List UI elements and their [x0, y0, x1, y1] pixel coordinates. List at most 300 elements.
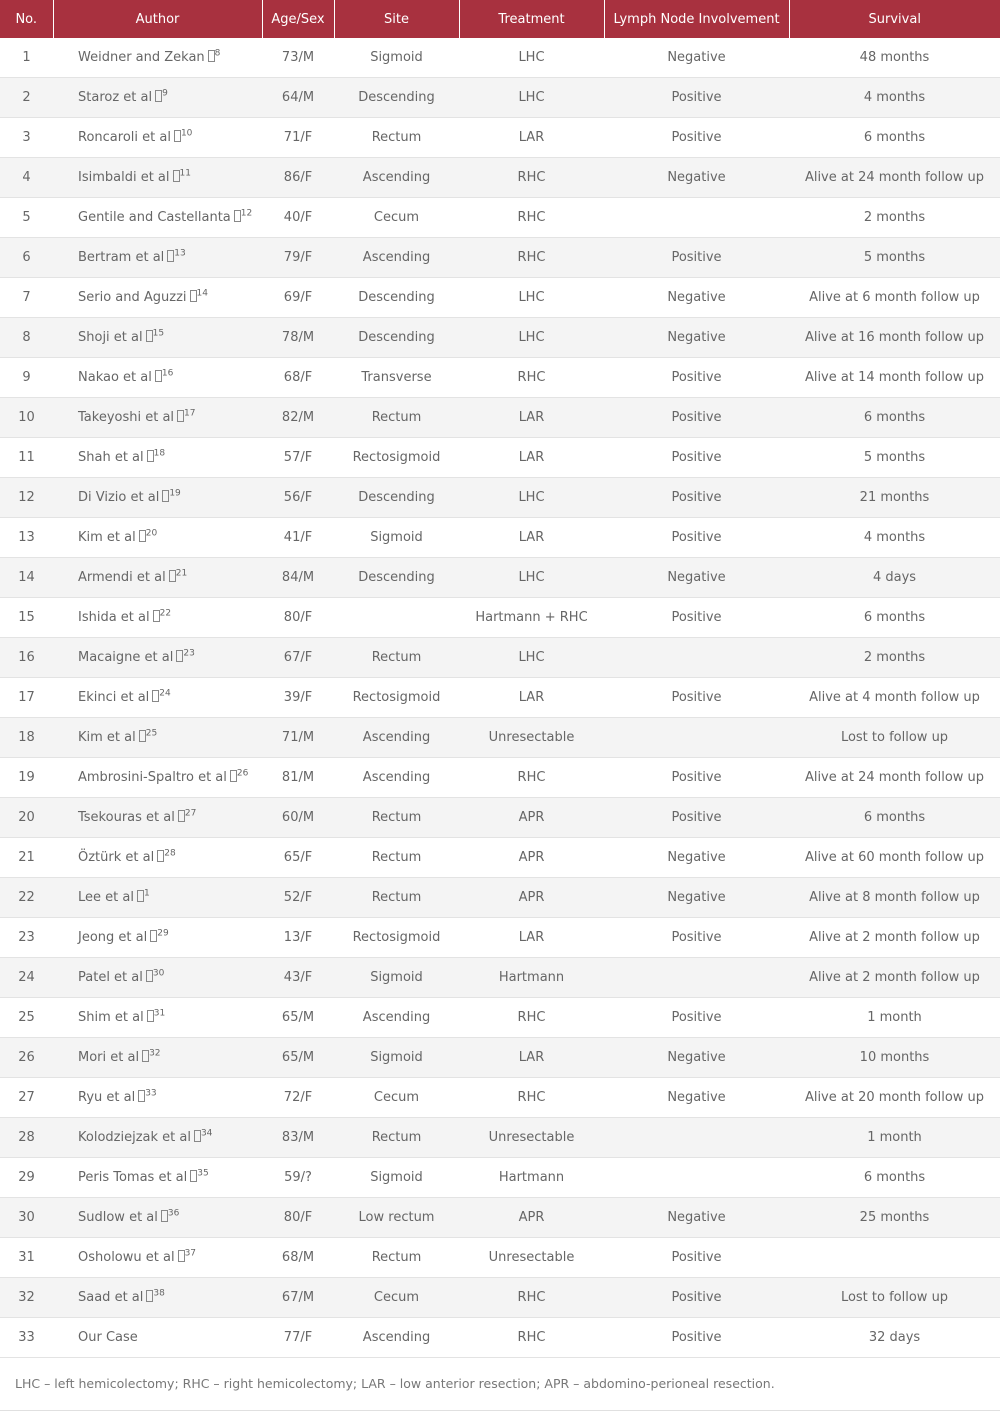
cell-age-sex: 81/M: [262, 758, 334, 798]
cell-survival: 6 months: [789, 798, 1000, 838]
cell-site: Ascending: [334, 238, 459, 278]
reference-link-icon[interactable]: [234, 210, 241, 222]
cell-age-sex: 64/M: [262, 78, 334, 118]
cell-age-sex: 59/?: [262, 1158, 334, 1198]
cell-age-sex: 67/M: [262, 1278, 334, 1318]
cell-author: [53, 1198, 262, 1238]
cell-age-sex: 65/M: [262, 998, 334, 1038]
cell-treatment: Hartmann: [459, 1158, 604, 1198]
cell-treatment: Unresectable: [459, 1118, 604, 1158]
cell-no: 11: [0, 438, 53, 478]
cell-treatment: Hartmann: [459, 958, 604, 998]
cell-site: Sigmoid: [334, 518, 459, 558]
cell-no: 17: [0, 678, 53, 718]
cell-age-sex: 80/F: [262, 1198, 334, 1238]
cell-lymph-node: Positive: [604, 438, 789, 478]
author-name: Macaigne et al: [78, 650, 174, 665]
author-name: Serio and Aguzzi: [78, 290, 187, 305]
reference-link-icon[interactable]: [139, 730, 146, 742]
cell-survival: Lost to follow up: [789, 1278, 1000, 1318]
table-row: [0, 438, 1000, 478]
cell-survival: 6 months: [789, 118, 1000, 158]
cell-survival: 4 months: [789, 78, 1000, 118]
reference-number[interactable]: 33: [145, 1088, 157, 1099]
cell-treatment: Unresectable: [459, 718, 604, 758]
author-name: Ekinci et al: [78, 690, 150, 705]
cell-site: Sigmoid: [334, 958, 459, 998]
cell-age-sex: 68/F: [262, 358, 334, 398]
cell-author: [53, 1078, 262, 1118]
table-row: [0, 758, 1000, 798]
cell-site: Rectum: [334, 1238, 459, 1278]
cell-age-sex: 79/F: [262, 238, 334, 278]
author-name: Öztürk et al: [78, 850, 155, 865]
cell-author: [53, 638, 262, 678]
cell-no: 28: [0, 1118, 53, 1158]
cell-survival: 10 months: [789, 1038, 1000, 1078]
reference-number[interactable]: 8: [214, 48, 221, 59]
table-row: [0, 878, 1000, 918]
reference-link-icon[interactable]: [146, 330, 153, 342]
reference-link-icon[interactable]: [155, 370, 162, 382]
cell-age-sex: 71/M: [262, 718, 334, 758]
reference-link-icon[interactable]: [146, 970, 153, 982]
reference-link-icon[interactable]: [194, 1130, 201, 1142]
cell-no: 6: [0, 238, 53, 278]
author-name: Shah et al: [78, 450, 144, 465]
reference-link-icon[interactable]: [174, 130, 181, 142]
cell-age-sex: 60/M: [262, 798, 334, 838]
cell-age-sex: 41/F: [262, 518, 334, 558]
table-row: [0, 1038, 1000, 1078]
cell-author: [53, 238, 262, 278]
cell-survival: Alive at 2 month follow up: [789, 918, 1000, 958]
cell-author: [53, 758, 262, 798]
cell-survival: 32 days: [789, 1318, 1000, 1358]
reference-link-icon[interactable]: [173, 170, 180, 182]
table-row: [0, 638, 1000, 678]
cell-site: Ascending: [334, 758, 459, 798]
cell-no: 22: [0, 878, 53, 918]
reference-number[interactable]: 24: [159, 688, 171, 699]
cell-treatment: RHC: [459, 358, 604, 398]
cell-no: 27: [0, 1078, 53, 1118]
cell-survival: Alive at 6 month follow up: [789, 278, 1000, 318]
cell-site: Ascending: [334, 718, 459, 758]
header-author: Author: [53, 0, 262, 38]
author-name: Our Case: [78, 1330, 138, 1345]
reference-number[interactable]: 1: [143, 888, 150, 899]
cell-site: Rectum: [334, 1118, 459, 1158]
cell-age-sex: 56/F: [262, 478, 334, 518]
cell-treatment: APR: [459, 878, 604, 918]
cell-no: 2: [0, 78, 53, 118]
cell-site: Sigmoid: [334, 1038, 459, 1078]
cell-author: [53, 118, 262, 158]
reference-number[interactable]: 34: [200, 1128, 213, 1139]
reference-number[interactable]: 17: [184, 408, 196, 419]
cell-lymph-node: Positive: [604, 758, 789, 798]
cell-survival: Alive at 14 month follow up: [789, 358, 1000, 398]
cell-no: 24: [0, 958, 53, 998]
cell-author: [53, 78, 262, 118]
header-survival: Survival: [789, 0, 1000, 38]
cell-site: Ascending: [334, 158, 459, 198]
reference-link-icon[interactable]: [161, 1210, 168, 1222]
header-treatment: Treatment: [459, 0, 604, 38]
cell-treatment: RHC: [459, 1078, 604, 1118]
author-name: Armendi et al: [78, 570, 166, 585]
cell-author: [53, 838, 262, 878]
reference-link-icon[interactable]: [137, 890, 144, 902]
cell-site: Descending: [334, 78, 459, 118]
table-row: [0, 318, 1000, 358]
cell-site: Rectum: [334, 398, 459, 438]
table-row: [0, 1158, 1000, 1198]
cell-age-sex: 71/F: [262, 118, 334, 158]
cell-survival: Lost to follow up: [789, 718, 1000, 758]
table-row: [0, 118, 1000, 158]
cell-treatment: APR: [459, 1198, 604, 1238]
cell-survival: 5 months: [789, 238, 1000, 278]
author-name: Kim et al: [78, 730, 136, 745]
cell-site: Rectum: [334, 838, 459, 878]
reference-number[interactable]: 9: [162, 88, 168, 99]
cell-no: 33: [0, 1318, 53, 1358]
table-header: [0, 0, 1000, 38]
cell-lymph-node: [604, 718, 789, 758]
cell-age-sex: 40/F: [262, 198, 334, 238]
reference-number[interactable]: 23: [183, 648, 195, 659]
cell-author: [53, 998, 262, 1038]
cell-age-sex: 69/F: [262, 278, 334, 318]
cell-age-sex: 83/M: [262, 1118, 334, 1158]
reference-number[interactable]: 26: [236, 768, 249, 779]
cell-lymph-node: Positive: [604, 918, 789, 958]
cell-age-sex: 67/F: [262, 638, 334, 678]
cell-lymph-node: Positive: [604, 1318, 789, 1358]
cell-age-sex: 86/F: [262, 158, 334, 198]
cell-lymph-node: [604, 1158, 789, 1198]
cell-age-sex: 57/F: [262, 438, 334, 478]
cell-site: Transverse: [334, 358, 459, 398]
reference-number[interactable]: 18: [153, 448, 166, 459]
table-row: [0, 558, 1000, 598]
header-lymph-node: Lymph Node Involvement: [604, 0, 789, 38]
cell-treatment: LHC: [459, 558, 604, 598]
cell-lymph-node: Negative: [604, 1198, 789, 1238]
cell-author: [53, 318, 262, 358]
table-row: [0, 918, 1000, 958]
table-body: [0, 38, 1000, 1358]
cell-age-sex: 84/M: [262, 558, 334, 598]
cell-no: 7: [0, 278, 53, 318]
reference-link-icon[interactable]: [190, 290, 197, 302]
cell-age-sex: 73/M: [262, 38, 334, 78]
author-name: Mori et al: [78, 1050, 140, 1065]
cell-survival: 5 months: [789, 438, 1000, 478]
author-name: Roncaroli et al: [78, 130, 171, 145]
cell-no: 19: [0, 758, 53, 798]
author-name: Nakao et al: [78, 370, 152, 385]
table-row: [0, 1238, 1000, 1278]
cell-treatment: LAR: [459, 118, 604, 158]
cell-no: 15: [0, 598, 53, 638]
reference-link-icon[interactable]: [178, 810, 185, 822]
cell-survival: Alive at 2 month follow up: [789, 958, 1000, 998]
cell-site: Ascending: [334, 1318, 459, 1358]
cell-no: 14: [0, 558, 53, 598]
cell-treatment: APR: [459, 798, 604, 838]
cell-lymph-node: Positive: [604, 238, 789, 278]
cell-author: [53, 398, 262, 438]
cell-lymph-node: Positive: [604, 478, 789, 518]
cell-treatment: LHC: [459, 478, 604, 518]
cell-treatment: LAR: [459, 398, 604, 438]
table-row: [0, 238, 1000, 278]
reference-number[interactable]: 38: [153, 1288, 165, 1299]
cell-no: 18: [0, 718, 53, 758]
cell-site: Cecum: [334, 1078, 459, 1118]
reference-link-icon[interactable]: [177, 410, 184, 422]
reference-link-icon[interactable]: [147, 450, 154, 462]
cell-survival: 1 month: [789, 1118, 1000, 1158]
cell-survival: 6 months: [789, 598, 1000, 638]
cell-site: Cecum: [334, 1278, 459, 1318]
cell-treatment: LHC: [459, 78, 604, 118]
reference-number[interactable]: 35: [197, 1168, 209, 1179]
cell-treatment: RHC: [459, 198, 604, 238]
cell-treatment: APR: [459, 838, 604, 878]
cell-treatment: LHC: [459, 318, 604, 358]
cell-author: [53, 478, 262, 518]
cell-site: Ascending: [334, 998, 459, 1038]
reference-number[interactable]: 21: [175, 568, 188, 579]
cell-site: [334, 598, 459, 638]
cell-author: [53, 1278, 262, 1318]
cell-lymph-node: Negative: [604, 38, 789, 78]
cell-survival: 2 months: [789, 198, 1000, 238]
cell-author: [53, 1318, 262, 1358]
cell-author: [53, 158, 262, 198]
author-name: Shim et al: [78, 1010, 144, 1025]
table-row: [0, 78, 1000, 118]
cell-lymph-node: Positive: [604, 598, 789, 638]
cell-survival: 6 months: [789, 398, 1000, 438]
cell-no: 20: [0, 798, 53, 838]
cell-survival: 21 months: [789, 478, 1000, 518]
reference-number[interactable]: 36: [167, 1208, 180, 1219]
cell-lymph-node: Negative: [604, 278, 789, 318]
cell-lymph-node: [604, 198, 789, 238]
cell-lymph-node: Negative: [604, 558, 789, 598]
header-no: No.: [0, 0, 53, 38]
cell-survival: 4 months: [789, 518, 1000, 558]
cell-site: Rectosigmoid: [334, 918, 459, 958]
table-row: [0, 598, 1000, 638]
reference-number[interactable]: 10: [180, 128, 193, 139]
cell-treatment: LAR: [459, 438, 604, 478]
cell-no: 3: [0, 118, 53, 158]
cell-no: 31: [0, 1238, 53, 1278]
cell-survival: 1 month: [789, 998, 1000, 1038]
cell-survival: 6 months: [789, 1158, 1000, 1198]
cell-site: Rectosigmoid: [334, 438, 459, 478]
reference-number[interactable]: 25: [145, 728, 158, 739]
cell-author: [53, 958, 262, 998]
cell-age-sex: 80/F: [262, 598, 334, 638]
cell-author: [53, 1038, 262, 1078]
cell-site: Sigmoid: [334, 38, 459, 78]
reference-link-icon[interactable]: [178, 1250, 185, 1262]
table-row: [0, 358, 1000, 398]
cell-author: [53, 678, 262, 718]
cell-no: 8: [0, 318, 53, 358]
author-name: Sudlow et al: [78, 1210, 158, 1225]
reference-number[interactable]: 16: [161, 368, 174, 379]
cell-age-sex: 65/M: [262, 1038, 334, 1078]
author-name: Kolodziejzak et al: [78, 1130, 191, 1145]
table-row: [0, 398, 1000, 438]
table-row: [0, 1318, 1000, 1358]
author-name: Patel et al: [78, 970, 143, 985]
cell-treatment: LAR: [459, 678, 604, 718]
cell-treatment: LAR: [459, 918, 604, 958]
cell-lymph-node: Positive: [604, 798, 789, 838]
cell-no: 25: [0, 998, 53, 1038]
cell-survival: 4 days: [789, 558, 1000, 598]
reference-link-icon[interactable]: [147, 1010, 154, 1022]
reference-number[interactable]: 37: [184, 1248, 197, 1259]
reference-link-icon[interactable]: [208, 50, 215, 62]
cell-age-sex: 72/F: [262, 1078, 334, 1118]
reference-number[interactable]: 14: [196, 288, 208, 299]
cell-age-sex: 65/F: [262, 838, 334, 878]
reference-number[interactable]: 15: [152, 328, 165, 339]
cell-author: [53, 598, 262, 638]
author-name: Ryu et al: [78, 1090, 136, 1105]
cell-lymph-node: [604, 958, 789, 998]
reference-link-icon[interactable]: [169, 570, 176, 582]
reference-number[interactable]: 28: [164, 848, 176, 859]
cell-no: 26: [0, 1038, 53, 1078]
table-row: [0, 478, 1000, 518]
cell-survival: Alive at 24 month follow up: [789, 758, 1000, 798]
reference-number[interactable]: 13: [174, 248, 186, 259]
cell-age-sex: 82/M: [262, 398, 334, 438]
cell-author: [53, 878, 262, 918]
cell-site: Cecum: [334, 198, 459, 238]
cell-site: Rectum: [334, 878, 459, 918]
cell-treatment: LAR: [459, 518, 604, 558]
author-name: Shoji et al: [78, 330, 143, 345]
cell-lymph-node: Positive: [604, 1278, 789, 1318]
cell-no: 16: [0, 638, 53, 678]
reference-number[interactable]: 30: [152, 968, 165, 979]
cell-site: Low rectum: [334, 1198, 459, 1238]
author-name: Staroz et al: [78, 90, 153, 105]
cell-site: Descending: [334, 558, 459, 598]
cell-site: Sigmoid: [334, 1158, 459, 1198]
cell-lymph-node: Positive: [604, 1238, 789, 1278]
cell-no: 1: [0, 38, 53, 78]
cell-age-sex: 77/F: [262, 1318, 334, 1358]
cell-no: 4: [0, 158, 53, 198]
cell-survival: 2 months: [789, 638, 1000, 678]
cell-site: Descending: [334, 278, 459, 318]
cell-survival: [789, 1238, 1000, 1278]
cell-survival: Alive at 24 month follow up: [789, 158, 1000, 198]
cell-survival: Alive at 16 month follow up: [789, 318, 1000, 358]
cell-treatment: RHC: [459, 998, 604, 1038]
cell-lymph-node: Positive: [604, 358, 789, 398]
cell-site: Rectum: [334, 798, 459, 838]
header-age-sex: Age/Sex: [262, 0, 334, 38]
table-row: [0, 1118, 1000, 1158]
reference-link-icon[interactable]: [230, 770, 237, 782]
header-row: [0, 0, 1000, 38]
cell-survival: Alive at 60 month follow up: [789, 838, 1000, 878]
reference-number[interactable]: 20: [145, 528, 158, 539]
cell-lymph-node: [604, 1118, 789, 1158]
table-row: [0, 1078, 1000, 1118]
cell-no: 13: [0, 518, 53, 558]
reference-link-icon[interactable]: [153, 610, 160, 622]
cell-site: Descending: [334, 478, 459, 518]
cell-survival: 25 months: [789, 1198, 1000, 1238]
cell-author: [53, 1238, 262, 1278]
author-name: Tsekouras et al: [78, 810, 175, 825]
author-name: Osholowu et al: [78, 1250, 175, 1265]
cell-lymph-node: [604, 638, 789, 678]
table-row: [0, 198, 1000, 238]
cell-treatment: Hartmann + RHC: [459, 598, 604, 638]
reference-number[interactable]: 29: [157, 928, 169, 939]
table-footnote: LHC – left hemicolectomy; RHC – right hemicolectomy; LAR – low anterior resection; APR – abdomino-perioneal resection.: [0, 1358, 1000, 1411]
reference-number[interactable]: 12: [240, 208, 253, 219]
cell-age-sex: 52/F: [262, 878, 334, 918]
reference-number[interactable]: 11: [179, 168, 191, 179]
reference-number[interactable]: 32: [149, 1048, 161, 1059]
reference-link-icon[interactable]: [139, 530, 146, 542]
cell-author: [53, 278, 262, 318]
cell-no: 29: [0, 1158, 53, 1198]
reference-number[interactable]: 27: [184, 808, 197, 819]
cell-no: 30: [0, 1198, 53, 1238]
cell-lymph-node: Positive: [604, 78, 789, 118]
table-row: [0, 1278, 1000, 1318]
table-row: [0, 838, 1000, 878]
cell-no: 9: [0, 358, 53, 398]
table-row: [0, 958, 1000, 998]
cell-no: 23: [0, 918, 53, 958]
cell-author: [53, 798, 262, 838]
reference-number[interactable]: 31: [153, 1008, 166, 1019]
author-name: Weidner and Zekan: [78, 50, 205, 65]
table-row: [0, 158, 1000, 198]
author-name: Peris Tomas et al: [78, 1170, 188, 1185]
cell-lymph-node: Positive: [604, 398, 789, 438]
reference-number[interactable]: 22: [159, 608, 172, 619]
reference-number[interactable]: 19: [169, 488, 181, 499]
cell-author: [53, 718, 262, 758]
cell-treatment: RHC: [459, 1318, 604, 1358]
author-name: Lee et al: [78, 890, 134, 905]
cell-lymph-node: Negative: [604, 158, 789, 198]
cell-age-sex: 43/F: [262, 958, 334, 998]
cell-author: [53, 918, 262, 958]
author-name: Gentile and Castellanta: [78, 210, 231, 225]
